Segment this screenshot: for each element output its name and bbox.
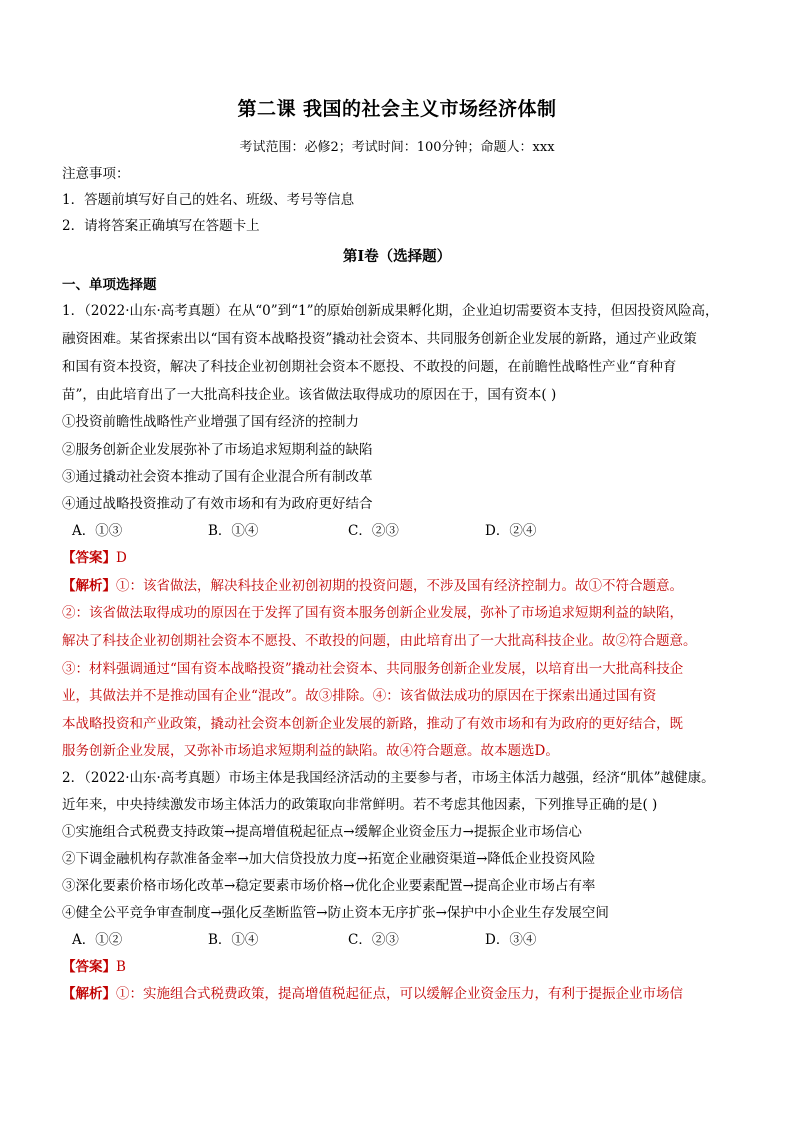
option-b: B．①④	[208, 523, 259, 539]
q2-item: ④健全公平竞争审查制度→强化反垄断监管→防止资本无序扩张→保护中小企业生存发展空间	[62, 905, 609, 921]
option-b: B．①④	[208, 932, 259, 948]
q1-analysis-line: 解决了科技企业初创期社会资本不愿投、不敢投的问题，由此培育出了一大批高科技企业。故②符合题意。	[62, 633, 697, 649]
q2-item: ③深化要素价格市场化改革→稳定要素市场价格→优化企业要素配置→提高企业市场占有率	[62, 878, 596, 894]
option-d: D．②④	[485, 523, 537, 539]
q1-item: ①投资前瞻性战略性产业增强了国有经济的控制力	[62, 414, 359, 430]
q1-stem-line: 和国有资本投资，解决了科技企业初创期社会资本不愿投、不敢投的问题，在前瞻性战略性产业“育种育	[62, 359, 677, 375]
q1-analysis-line: 服务创新企业发展，又弥补市场追求短期利益的缺陷。故④符合题意。故本题选D。	[62, 743, 559, 759]
q1-answer: 【答案】D	[62, 550, 127, 566]
q2-item: ①实施组合式税费支持政策→提高增值税起征点→缓解企业资金压力→提振企业市场信心	[62, 824, 582, 840]
q1-analysis-line: 【解析】①：该省做法，解决科技企业初创初期的投资问题，不涉及国有经济控制力。故①不符合题意。	[62, 578, 683, 594]
q1-stem-line: 融资困难。某省探索出以“国有资本战略投资”撬动社会资本、共同服务创新企业发展的新路，通过产业政策	[62, 331, 697, 347]
exam-info: 考试范围：必修2；考试时间：100分钟；命题人：xxx	[239, 140, 555, 155]
option-d: D．③④	[485, 932, 537, 948]
q1-item: ②服务创新企业发展弥补了市场追求短期利益的缺陷	[62, 442, 373, 458]
part-heading: 一、单项选择题	[62, 277, 157, 293]
q1-analysis-line: 本战略投资和产业政策，撬动社会资本创新企业发展的新路，推动了有效市场和有为政府的更好结合，既	[62, 716, 683, 732]
note-item: 1．答题前填写好自己的姓名、班级、考号等信息	[62, 192, 355, 208]
q2-analysis-line: 【解析】①：实施组合式税费政策，提高增值税起征点，可以缓解企业资金压力，有利于提振企业市场信	[62, 986, 683, 1002]
option-a: A．①②	[72, 932, 123, 948]
q1-analysis-line: ③：材料强调通过“国有资本战略投资”撬动社会资本、共同服务创新企业发展，以培育出一大批高科技企	[62, 661, 684, 677]
page-title: 第二课 我国的社会主义市场经济体制	[237, 98, 557, 120]
q1-item: ④通过战略投资推动了有效市场和有为政府更好结合	[62, 496, 373, 512]
q2-item: ②下调金融机构存款准备金率→加大信贷投放力度→拓宽企业融资渠道→降低企业投资风险	[62, 851, 596, 867]
note-item: 2．请将答案正确填写在答题卡上	[62, 218, 260, 234]
q1-stem-line: 苗”，由此培育出了一大批高科技企业。该省做法取得成功的原因在于，国有资本( )	[62, 387, 557, 403]
notes-heading: 注意事项：	[62, 166, 130, 182]
option-c: C．②③	[348, 523, 399, 539]
section-title: 第I卷（选择题）	[342, 248, 452, 265]
q1-analysis-line: ②：该省做法取得成功的原因在于发挥了国有资本服务创新企业发展，弥补了市场追求短期利益的缺陷，	[62, 605, 683, 621]
q1-analysis-line: 业，其做法并不是推动国有企业“混改”。故③排除。④：该省做法成功的原因在于探索出通过国有资	[62, 688, 657, 704]
q2-stem-line: 近年来，中央持续激发市场主体活力的政策取向非常鲜明。若不考虑其他因素，下列推导正确的是( )	[62, 797, 658, 813]
option-a: A．①③	[72, 523, 123, 539]
q1-stem-line: 1．（2022·山东·高考真题）在从“0”到“1”的原始创新成果孵化期，企业迫切需要资本支持，但因投资风险高，	[62, 303, 719, 319]
option-c: C．②③	[348, 932, 399, 948]
q1-item: ③通过撬动社会资本推动了国有企业混合所有制改革	[62, 469, 373, 485]
q2-answer: 【答案】B	[62, 959, 126, 975]
q2-stem-line: 2．（2022·山东·高考真题）市场主体是我国经济活动的主要参与者，市场主体活力越强，经济“肌体”越健康。	[62, 770, 715, 786]
